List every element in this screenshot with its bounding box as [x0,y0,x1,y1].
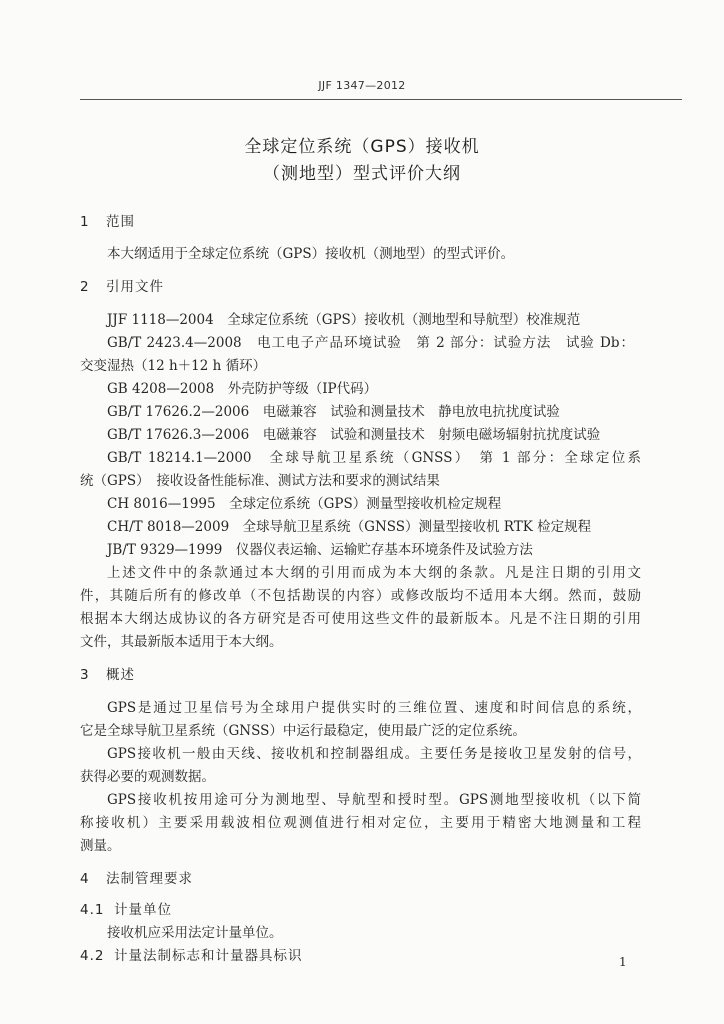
reference-item: GB/T 17626.3—2006 电磁兼容 试验和测量技术 射频电磁场辐射抗扰度试验 [107,427,601,443]
reference-item: CH 8016—1995 全球定位系统（GPS）测量型接收机检定规程 [107,496,502,512]
paragraph-line: GPS接收机按用途可分为测地型、导航型和授时型。GPS测地型接收机（以下简 [107,792,641,808]
page-number: 1 [619,955,627,969]
reference-item: GB/T 17626.2—2006 电磁兼容 试验和测量技术 静电放电抗扰度试验 [107,404,560,420]
subsection-number: 4.1 [80,902,105,918]
section-2-heading [80,278,164,296]
subsection-title: 计量法制标志和计量器具标识 [114,948,303,964]
section-title: 引用文件 [106,279,164,295]
section-title: 法制管理要求 [106,871,193,887]
section-number: 4 [80,871,90,887]
subsection-4-1-text: 接收机应采用法定计量单位。 [107,925,283,941]
paragraph-line: 文件，其最新版本适用于本大纲。 [80,634,283,650]
reference-item-continued: 统（GPS） 接收设备性能标准、测试方法和要求的测试结果 [80,473,440,489]
section-1-text: 本大纲适用于全球定位系统（GPS）接收机（测地型）的型式评价。 [107,246,515,262]
subsection-4-2-heading [80,947,303,965]
section-number: 2 [80,279,90,295]
reference-item-continued: 交变湿热（12 h＋12 h 循环） [80,358,267,374]
reference-item: GB/T 18214.1—2000 全球导航卫星系统（GNSS） 第 1 部分：全球定位系 [107,450,641,466]
paragraph-line: 称接收机）主要采用载波相位观测值进行相对定位，主要用于精密大地测量和工程 [80,815,641,831]
reference-item: GB 4208—2008 外壳防护等级（IP代码） [107,381,378,397]
reference-item: CH/T 8018—2009 全球导航卫星系统（GNSS）测量型接收机 RTK 检定规程 [107,519,592,535]
subsection-title: 计量单位 [114,902,172,918]
section-3-heading [80,666,135,684]
reference-item: JJF 1118—2004 全球定位系统（GPS）接收机（测地型和导航型）校准规范 [107,312,581,328]
subsection-4-1-heading [80,901,172,919]
section-number: 3 [80,667,90,683]
subsection-number: 4.2 [80,948,105,964]
paragraph-line: 根据本大纲达成协议的各方研究是否可使用这些文件的最新版本。凡是不注日期的引用 [80,611,641,627]
standard-code-header: JJF 1347—2012 [318,79,406,92]
document-title-line1: 全球定位系统（GPS）接收机 [244,137,480,157]
section-title: 范围 [106,214,135,230]
document-title-line2: （测地型）型式评价大纲 [263,164,461,184]
header-rule [80,99,682,100]
section-number: 1 [80,214,90,230]
paragraph-line: GPS是通过卫星信号为全球用户提供实时的三维位置、速度和时间信息的系统， [107,700,641,716]
paragraph-line: 它是全球导航卫星系统（GNSS）中运行最稳定，使用最广泛的定位系统。 [80,723,526,739]
paragraph-line: GPS接收机一般由天线、接收机和控制器组成。主要任务是接收卫星发射的信号， [107,746,641,762]
section-4-heading [80,870,193,888]
section-1-heading [80,213,135,231]
section-title: 概述 [106,667,135,683]
paragraph-line: 测量。 [80,838,121,854]
reference-item: GB/T 2423.4—2008 电工电子产品环境试验 第 2 部分：试验方法 试验 Db： [107,335,634,351]
paragraph-line: 件，其随后所有的修改单（不包括勘误的内容）或修改版均不适用本大纲。然而，鼓励 [80,588,641,604]
paragraph-line: 获得必要的观测数据。 [80,769,215,785]
paragraph-line: 上述文件中的条款通过本大纲的引用而成为本大纲的条款。凡是注日期的引用文 [107,565,641,581]
reference-item: JB/T 9329—1999 仪器仪表运输、运输贮存基本环境条件及试验方法 [107,542,533,558]
